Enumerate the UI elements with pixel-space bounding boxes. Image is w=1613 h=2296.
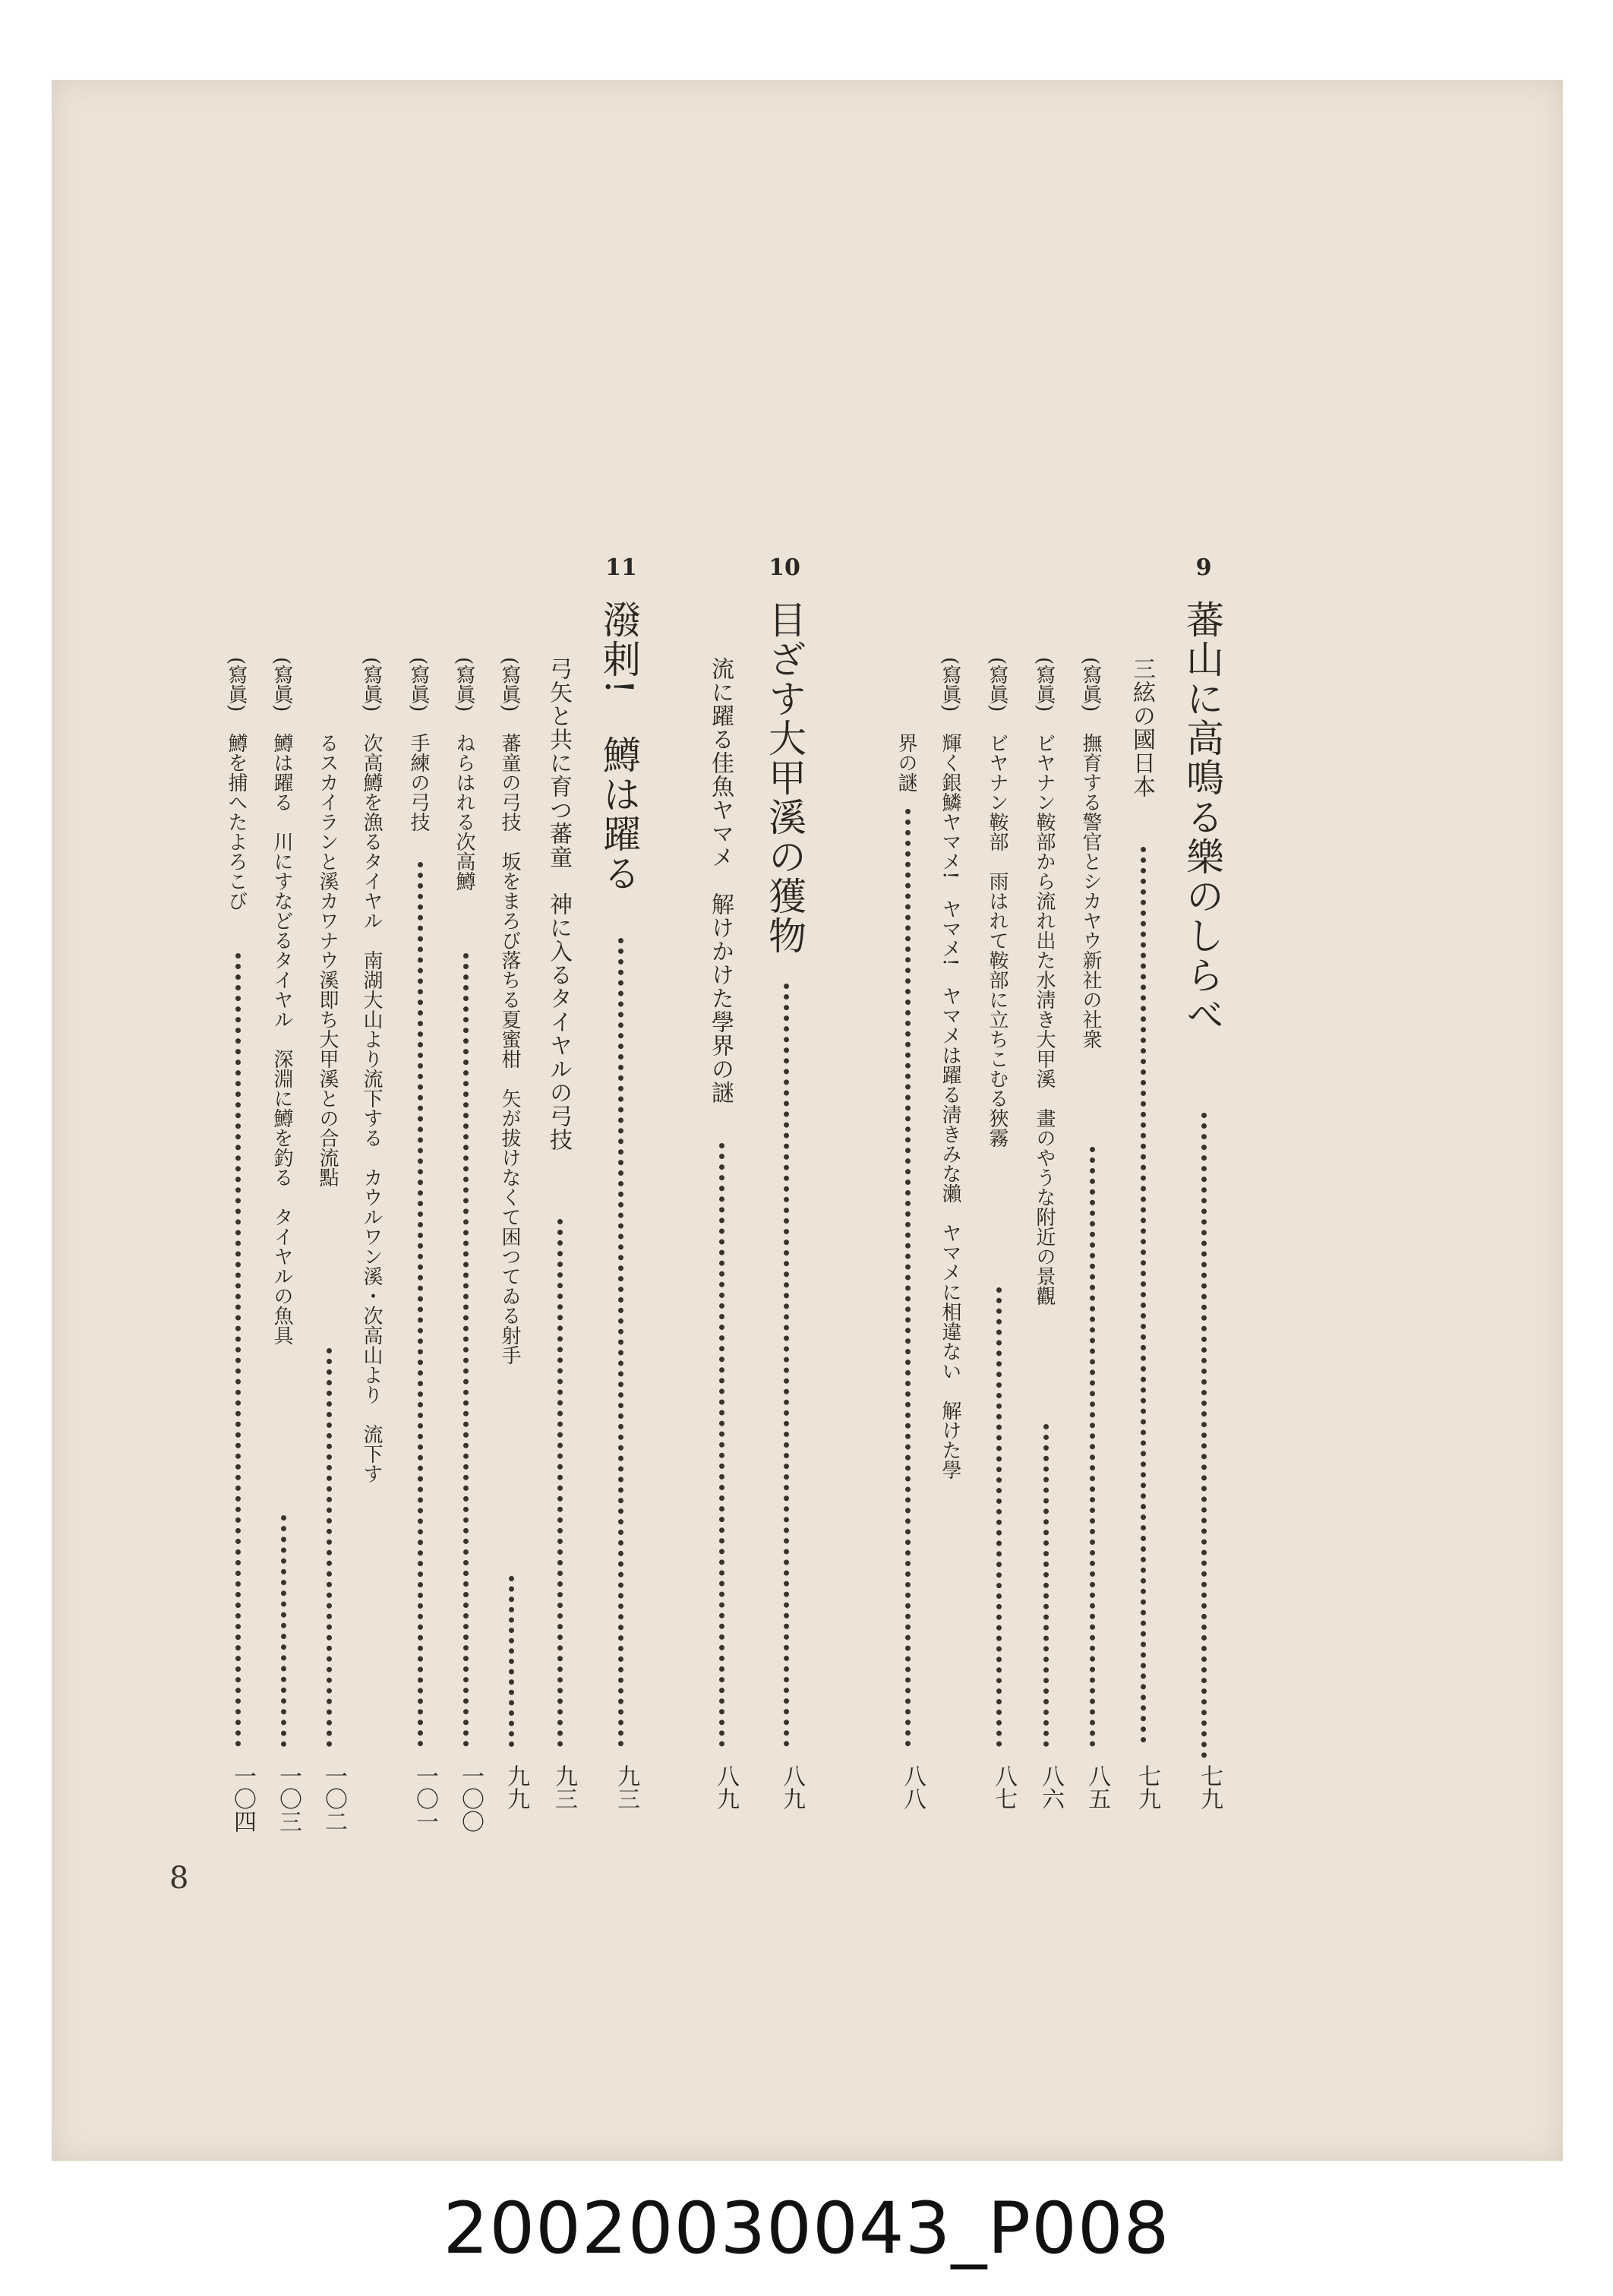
dot-leader: [996, 1287, 1002, 1747]
photo-label: (寫眞): [225, 657, 248, 712]
dot-leader: [1141, 847, 1146, 1743]
toc-entry-text: 輝く銀鱗ヤマメ! ヤマメ! ヤマメは躍る淸きみな瀨 ヤマメに相違ない 解けた學: [939, 733, 961, 1480]
toc-entry-text: 撫育する警官とシカヤウ新社の社衆: [1079, 733, 1102, 1049]
chapter-number: 9: [1195, 554, 1212, 581]
dot-leader: [327, 1348, 332, 1747]
page-number: 八九: [712, 1764, 739, 1810]
toc-entry-text: 蕃童の弓技 坂をまろび落ちる夏蜜柑 矢が拔けなくて困つてゐる射手: [498, 733, 521, 1365]
photo-label: (寫眞): [986, 657, 1009, 712]
page-number: 一〇一: [412, 1764, 438, 1833]
dot-leader: [905, 809, 911, 1747]
photo-label: (寫眞): [1079, 657, 1102, 712]
photo-label: (寫眞): [407, 657, 430, 712]
page-number: 九三: [613, 1764, 639, 1810]
dot-leader: [235, 953, 241, 1747]
page-number: 九九: [503, 1764, 529, 1810]
toc-entry-text: 次高鱒を漁るタイヤル 南湖大山より流下する カウルワン溪・次高山より 流下す: [360, 733, 383, 1483]
dot-leader: [784, 984, 789, 1747]
chapter-title: 潑剌! 鱒は躍る: [597, 600, 641, 894]
dot-leader: [1043, 1424, 1049, 1747]
page-number: 八五: [1084, 1764, 1110, 1810]
toc-entry-text: 流に躍る佳魚ヤマメ 解けかけた學界の謎: [707, 657, 734, 1104]
photo-label: (寫眞): [498, 657, 521, 712]
page-number: 一〇二: [320, 1764, 347, 1833]
page-number: 一〇三: [275, 1764, 301, 1833]
toc-entry-text: 弓矢と共に育つ蕃童 神に入るタイヤルの弓技: [545, 657, 572, 1151]
dot-leader: [418, 862, 423, 1747]
page-number: 八八: [899, 1764, 926, 1810]
chapter-title: 蕃山に高鳴る樂のしらべ: [1180, 600, 1224, 1034]
page-number: 八六: [1037, 1764, 1064, 1810]
photo-label: (寫眞): [1033, 657, 1056, 712]
chapter-number: 10: [769, 554, 800, 581]
toc-entry-text: 界の謎: [895, 733, 917, 792]
scanned-page: [52, 80, 1563, 2161]
dot-leader: [1201, 1113, 1207, 1758]
photo-label: (寫眞): [939, 657, 961, 712]
photo-label: (寫眞): [453, 657, 475, 712]
page-number: 八七: [990, 1764, 1017, 1810]
page-folio: 8: [169, 1861, 189, 1896]
toc-entry-text: るスカイランと溪カワナウ溪即ち大甲溪との合流點: [316, 733, 339, 1187]
page-number: 一〇四: [229, 1764, 256, 1833]
toc-entry-text: 手練の弓技: [407, 733, 430, 832]
page-number: 七九: [1196, 1764, 1223, 1810]
archive-id-caption: 20020030043_P008: [443, 2187, 1170, 2270]
page-number: 八九: [778, 1764, 805, 1810]
toc-entry-text: ビヤナン鞍部から流れ出た水淸き大甲溪 畫のやうな附近の景觀: [1033, 733, 1056, 1306]
dot-leader: [557, 1219, 563, 1747]
dot-leader: [719, 1143, 724, 1747]
dot-leader: [618, 938, 623, 1747]
dot-leader: [281, 1515, 286, 1747]
photo-label: (寫眞): [360, 657, 383, 712]
toc-entry-text: 鱒を捕へたよろこび: [225, 733, 248, 911]
page-number: 一〇〇: [457, 1764, 484, 1833]
page-number: 七九: [1134, 1764, 1160, 1810]
toc-entry-text: 鱒は躍る 川にすなどるタイヤル 深淵に鱒を釣る タイヤルの魚具: [270, 733, 293, 1345]
toc-entry-text: ビヤナン鞍部 雨はれて鞍部に立ちこむる狹霧: [986, 733, 1009, 1148]
dot-leader: [1090, 1147, 1095, 1747]
photo-label: (寫眞): [270, 657, 293, 712]
chapter-number: 11: [605, 554, 637, 581]
chapter-title: 目ざす大甲溪の獲物: [762, 600, 806, 955]
toc-entry-text: ねらはれる次高鱒: [453, 733, 475, 891]
toc-entry-text: 三絃の國日本: [1128, 657, 1155, 798]
dot-leader: [509, 1576, 514, 1747]
page-number: 九三: [551, 1764, 577, 1810]
dot-leader: [463, 953, 469, 1747]
